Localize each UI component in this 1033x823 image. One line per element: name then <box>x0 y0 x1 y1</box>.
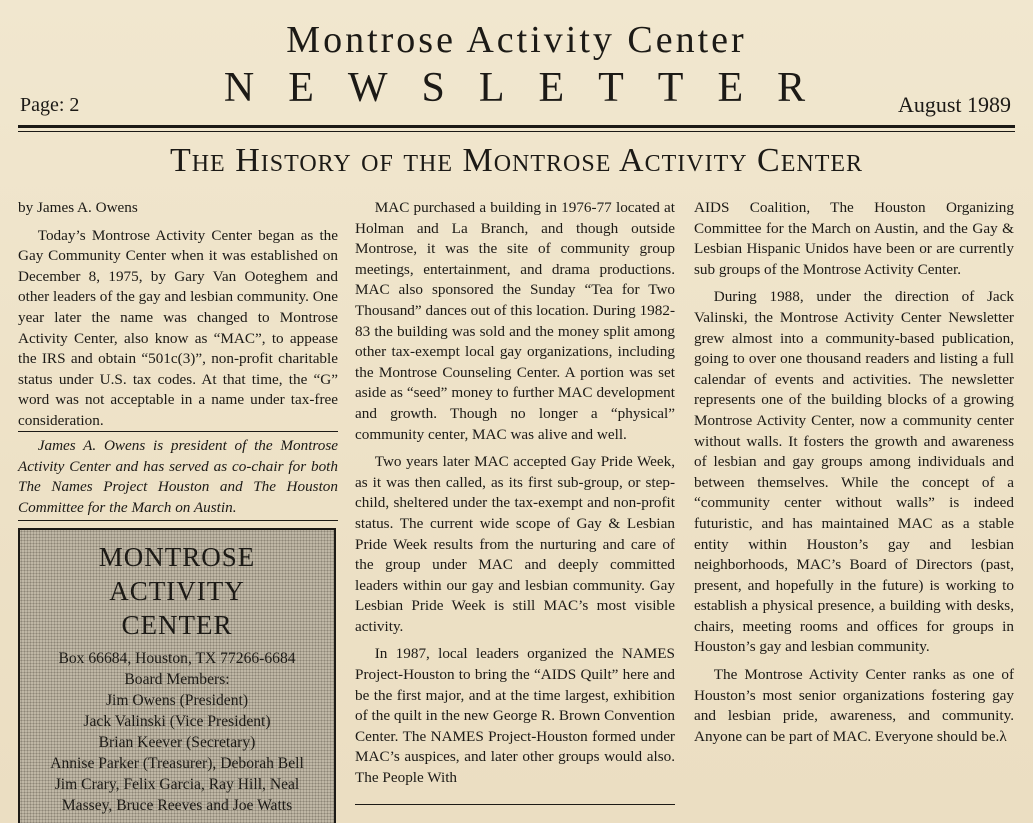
col3-paragraph-1: AIDS Coalition, The Houston Organizing Committee for the March on Austin, and the Gay & Lesbian Hispanic Unidos have been or are currently sub groups of the Montrose Activity Center. <box>694 199 1014 278</box>
info-box-name-line3: CENTER <box>121 610 233 640</box>
info-box-address: Box 66684, Houston, TX 77266-6684 <box>58 650 296 667</box>
byline: by James A. Owens <box>18 199 138 216</box>
col2-paragraph-2: Two years later MAC accepted Gay Pride Week, as it was then called, as its first sub-group, or step-child, sheltered under the tax-exempt and non-profit status. The current wide scope of Gay & Lesbian Pride Week results from the nurturing and care of the group under MAC and deeply committed leaders within our gay and lesbian community. Gay Lesbian Pride Week is still MAC’s most visible activity. <box>355 453 675 635</box>
author-bio <box>18 436 338 518</box>
page-number: Page: 2 <box>20 94 80 116</box>
bio-bottom-rule <box>18 520 338 521</box>
masthead-rule-thin <box>18 131 1015 132</box>
board-heading: Board Members: <box>124 671 230 688</box>
issue-date: August 1989 <box>897 92 1011 117</box>
column-2-bottom-rule <box>355 804 675 805</box>
col2-paragraph-1: MAC purchased a building in 1976-77 located at Holman and La Branch, and though outside Montrose, it was the site of community group meetings, entertainment, and drama productions. MAC also sponsored the Sunday “Tea for Two Thousand” dances out of this location. During 1982-83 the building was sold and the money split among other tax-exempt local gay organizations, including the Montrose Counseling Center. A portion was set aside as “seed” money to further MAC development and growth. Though no longer a “physical” community center, MAC was alive and well. <box>355 199 675 443</box>
col2-paragraph-3: In 1987, local leaders organized the NAMES Project-Houston to bring the “AIDS Quilt” here and be the first major, and at the time largest, exhibition of the quilt in the new George R. Brown Convention Center. The NAMES Project-Houston formed under MAC’s auspices, and later other groups would also. The People With <box>355 645 675 787</box>
col1-paragraph: Today’s Montrose Activity Center began as the Gay Community Center when it was established on December 8, 1975, by Gary Van Ooteghem and other leaders of the gay and lesbian community. One year later the name was changed to Montrose Activity Center, also know as “MAC”, to appease the IRS and obtain “501c(3)”, non-profit charitable status under U.S. tax codes. At that time, the “G” word was not acceptable in a name under tax-free consideration. <box>18 226 338 429</box>
column-3 <box>694 198 1014 747</box>
board-member-3: Brian Keever (Secretary) <box>98 734 256 751</box>
board-member-5: Jim Crary, Felix Garcia, Ray Hill, Neal <box>54 776 300 793</box>
author-bio-text: James A. Owens is president of the Montrose Activity Center and has served as co-chair for both The Names Project Houston and The Houston Committee for the March on Austin. <box>18 437 338 516</box>
board-member-1: Jim Owens (President) <box>105 692 249 709</box>
col3-paragraph-2: During 1988, under the direction of Jack Valinski, the Montrose Activity Center Newsletter grew almost into a community-based publication, going to over one thousand readers and listing a full calendar of events and activities. The newsletter represents one of the building blocks of a growing Montrose Activity Center, now a community center without walls. It fosters the growth and awareness of lesbian and gay groups among individuals and between themselves. While the concept of a “community center without walls” is indeed futuristic, and has maintained MAC as a stable entity within Houston’s gay and lesbian neighborhoods, MAC’s Board of Directors (past, present, and hopefully in the future) is working to establish a physical presence, a building with desks, chairs, meeting rooms and offices for groups in Houston’s gay and lesbian community. <box>694 288 1014 656</box>
column-2 <box>355 198 675 789</box>
board-member-4: Annise Parker (Treasurer), Deborah Bell <box>50 755 304 772</box>
masthead-title: Montrose Activity Center <box>286 19 747 61</box>
mac-info-box <box>18 528 336 823</box>
col3-paragraph-3: The Montrose Activity Center ranks as one of Houston’s most senior organizations fostering gay and lesbian pride, awareness, and community. Anyone can be part of MAC. Everyone should be.λ <box>694 666 1014 745</box>
info-box-name-line2: ACTIVITY <box>109 576 245 606</box>
board-member-2: Jack Valinski (Vice President) <box>83 713 271 730</box>
board-member-6: Massey, Bruce Reeves and Joe Watts <box>61 797 293 814</box>
info-box-name-line1: MONTROSE <box>98 542 256 572</box>
article-headline: The History of the Montrose Activity Center <box>169 142 864 179</box>
info-box-name <box>20 540 334 642</box>
masthead-subtitle: NEWSLETTER <box>223 65 840 111</box>
bio-top-rule <box>18 431 338 432</box>
masthead-rule-thick <box>18 125 1015 128</box>
column-1 <box>18 198 338 516</box>
